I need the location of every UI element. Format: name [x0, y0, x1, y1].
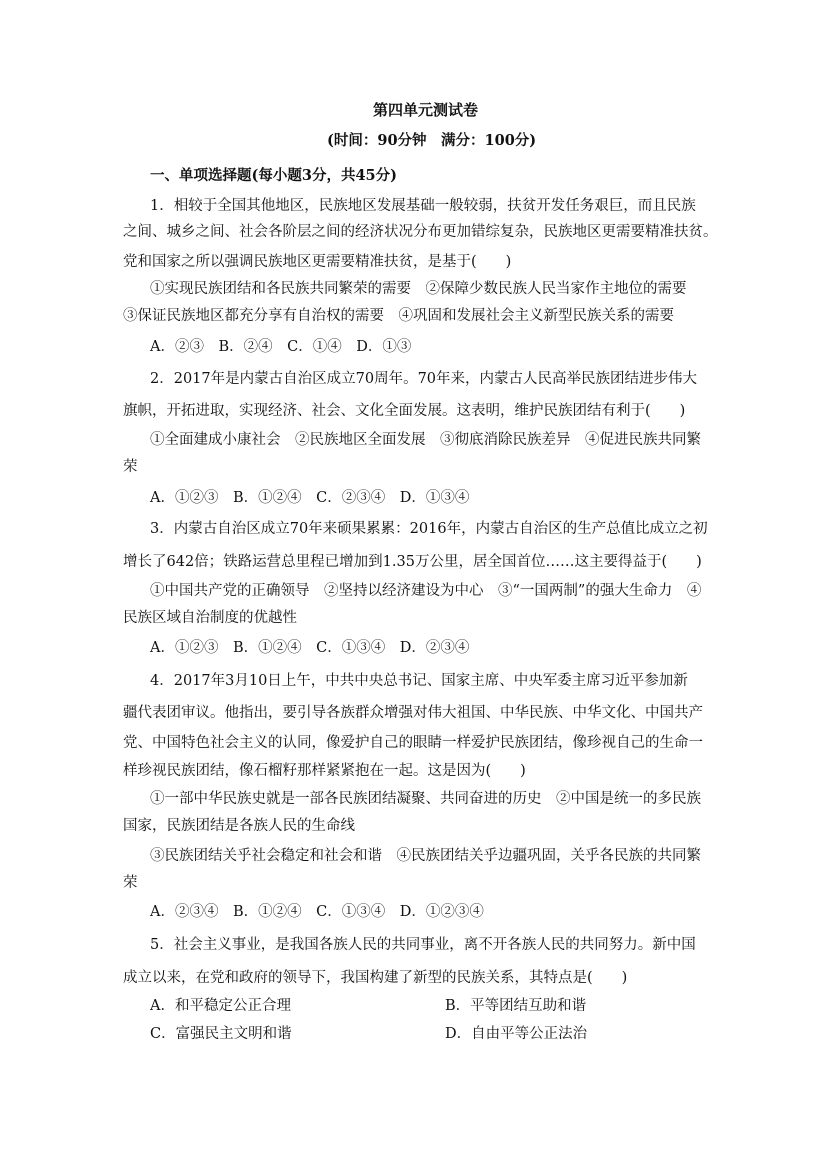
question-text: 5．社会主义事业，是我国各族人民的共同事业，离不开各族人民的共同努力。新中国 [150, 937, 696, 953]
question-text: 3．内蒙古自治区成立70年来硕果累累：2016年，内蒙古自治区的生产总值比成立之初 [150, 521, 708, 537]
option-c: C．富强民主文明和谐 [150, 1026, 292, 1042]
question-text: 党和国家之所以强调民族地区更需要精准扶贫，是基于( ) [123, 254, 512, 270]
question-text: 之间、城乡之间、社会各阶层之间的经济状况分布更加错综复杂，民族地区更需要精准扶贫。 [123, 224, 718, 240]
page-title: 第四单元测试卷 [373, 101, 479, 119]
question-text: 2．2017年是内蒙古自治区成立70周年。70年来，内蒙古人民高举民族团结进步伟大 [150, 371, 698, 387]
answer-options: A．②③④ B．①②④ C．①③④ D．①②③④ [150, 904, 484, 920]
answer-options: A．①②③ B．①②④ C．②③④ D．①③④ [150, 490, 470, 506]
statement-line: ③保证民族地区都充分享有自治权的需要 ④巩固和发展社会主义新型民族关系的需要 [123, 308, 674, 324]
statement-line: 民族区域自治制度的优越性 [123, 610, 297, 626]
statement-line: 荣 [123, 459, 138, 475]
statement-line: 国家，民族团结是各族人民的生命线 [123, 818, 355, 834]
section-heading: 一、单项选择题(每小题3分，共45分) [150, 167, 397, 184]
statement-line: ①一部中华民族史就是一部各民族团结凝聚、共同奋进的历史 ②中国是统一的多民族 [150, 791, 701, 807]
question-text: 增长了642倍；铁路运营总里程已增加到1.35万公里，居全国首位……这主要得益于( ) [123, 554, 702, 570]
question-text: 党、中国特色社会主义的认同，像爱护自己的眼睛一样爱护民族团结，像珍视自己的生命一 [123, 735, 703, 751]
question-text: 成立以来，在党和政府的领导下，我国构建了新型的民族关系，其特点是( ) [123, 970, 628, 986]
option-a: A．和平稳定公正合理 [150, 998, 291, 1014]
statement-line: ①全面建成小康社会 ②民族地区全面发展 ③彻底消除民族差异 ④促进民族共同繁 [150, 432, 701, 448]
option-d: D．自由平等公正法治 [445, 1026, 588, 1042]
question-text: 样珍视民族团结，像石榴籽那样紧紧抱在一起。这是因为( ) [123, 763, 526, 779]
question-text: 旗帜，开拓进取，实现经济、社会、文化全面发展。这表明，维护民族团结有利于( ) [123, 403, 686, 419]
statement-line: ③民族团结关乎社会稳定和社会和谐 ④民族团结关乎边疆巩固，关乎各民族的共同繁 [150, 848, 701, 864]
option-b: B．平等团结互助和谐 [445, 998, 587, 1014]
exam-info: (时间：90分钟 满分：100分) [327, 132, 537, 149]
statement-line: ①中国共产党的正确领导 ②坚持以经济建设为中心 ③“一国两制”的强大生命力 ④ [150, 583, 702, 599]
question-text: 疆代表团审议。他指出，要引导各族群众增强对伟大祖国、中华民族、中华文化、中国共产 [123, 705, 703, 721]
question-text: 4．2017年3月10日上午，中共中央总书记、国家主席、中央军委主席习近平参加新 [150, 673, 688, 689]
question-text: 1．相较于全国其他地区，民族地区发展基础一般较弱，扶贫开发任务艰巨，而且民族 [150, 198, 696, 214]
answer-options: A．①②③ B．①②④ C．①③④ D．②③④ [150, 640, 470, 656]
statement-line: 荣 [123, 875, 138, 891]
statement-line: ①实现民族团结和各民族共同繁荣的需要 ②保障少数民族人民当家作主地位的需要 [150, 281, 687, 297]
answer-options: A．②③ B．②④ C．①④ D．①③ [150, 339, 412, 355]
